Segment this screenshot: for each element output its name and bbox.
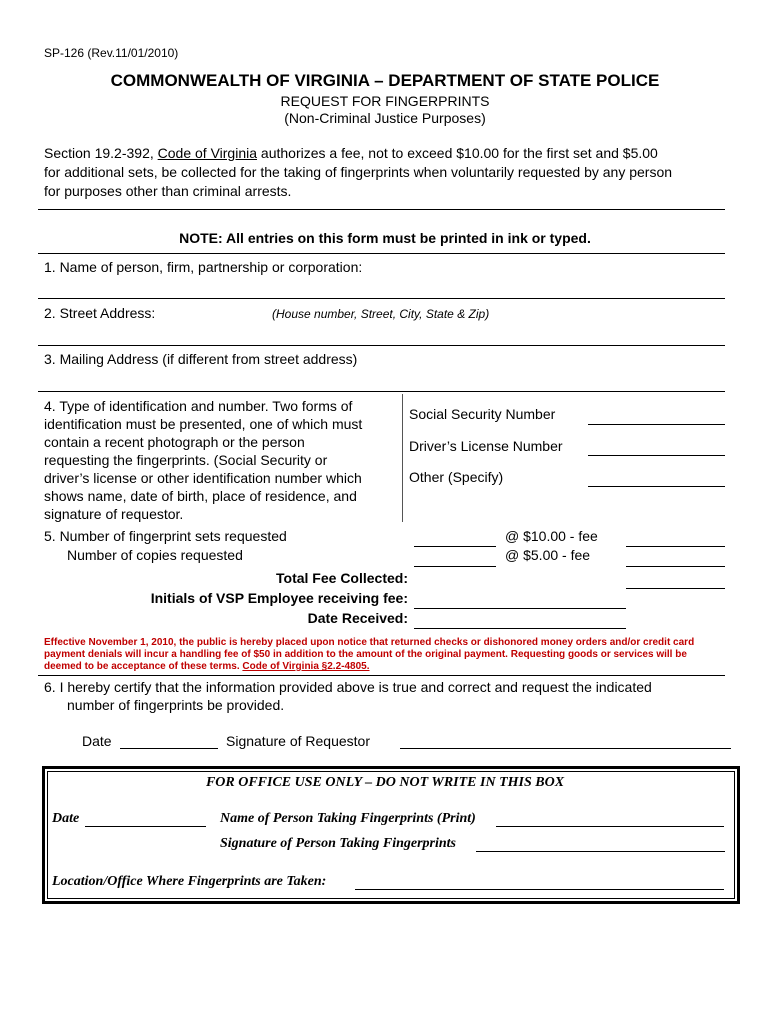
requestor-signature-input-line[interactable] bbox=[400, 748, 731, 749]
drivers-license-input-line[interactable] bbox=[588, 455, 725, 456]
intro-line-2: for additional sets, be collected for the taking of fingerprints when voluntarily requested by any person bbox=[44, 164, 673, 180]
office-date-label: Date bbox=[52, 811, 80, 826]
form-code: SP-126 (Rev.11/01/2010) bbox=[44, 46, 179, 60]
office-use-title: FOR OFFICE USE ONLY – DO NOT WRITE IN THIS BOX bbox=[205, 775, 565, 790]
field-id-line: signature of requestor. bbox=[44, 506, 184, 522]
office-date-input-line[interactable] bbox=[85, 826, 206, 827]
field-name-input-line[interactable] bbox=[38, 298, 725, 299]
field-street-hint: (House number, Street, City, State & Zip) bbox=[272, 307, 490, 321]
total-fee-label: Total Fee Collected: bbox=[276, 570, 408, 586]
certify-date-label: Date bbox=[82, 733, 112, 749]
certify-line-2: number of fingerprints be provided. bbox=[67, 697, 285, 713]
sets-count-input-line[interactable] bbox=[414, 546, 496, 547]
other-id-input-line[interactable] bbox=[588, 486, 725, 487]
copies-fee-input-line[interactable] bbox=[626, 566, 725, 567]
field-id-instructions bbox=[44, 397, 362, 523]
divider bbox=[38, 209, 725, 210]
page-title: COMMONWEALTH OF VIRGINIA – DEPARTMENT OF STATE POLICE bbox=[110, 71, 660, 90]
ink-note: NOTE: All entries on this form must be printed in ink or typed. bbox=[179, 230, 591, 246]
field-sets-label: 5. Number of fingerprint sets requested bbox=[44, 528, 287, 544]
notice-code-reference: Code of Virginia §2.2-4805. bbox=[242, 661, 370, 672]
intro-section-ref: Section 19.2-392, bbox=[44, 145, 158, 161]
office-location-input-line[interactable] bbox=[355, 889, 724, 890]
certify-line-1: 6. I hereby certify that the information provided above is true and correct and request the indicated bbox=[44, 679, 652, 695]
office-signature-label: Signature of Person Taking Fingerprints bbox=[220, 836, 456, 851]
copies-count-input-line[interactable] bbox=[414, 566, 496, 567]
field-id-line: shows name, date of birth, place of residence, and bbox=[44, 488, 357, 504]
fee-sets-rate: @ $10.00 - fee bbox=[505, 528, 598, 544]
office-signature-input-line[interactable] bbox=[476, 851, 725, 852]
certify-date-input-line[interactable] bbox=[120, 748, 218, 749]
page-subtitle-purpose: (Non-Criminal Justice Purposes) bbox=[284, 110, 486, 126]
id-type-dl-label: Driver’s License Number bbox=[409, 438, 563, 454]
field-id-line: contain a recent photograph or the person bbox=[44, 434, 305, 450]
notice-text: Effective November 1, 2010, the public is hereby placed upon notice that returned checks or dishonored money orders and/or credit card payment denials will incur a handling fee of $50 in addition to the amount of the original payment. Requesting goods or services will be deemed to be acceptance of these terms. bbox=[44, 637, 695, 672]
returned-check-notice bbox=[44, 637, 722, 673]
intro-line-1-rest: authorizes a fee, not to exceed $10.00 for the first set and $5.00 bbox=[257, 145, 658, 161]
divider bbox=[38, 675, 725, 676]
requestor-signature-label: Signature of Requestor bbox=[226, 733, 370, 749]
office-name-input-line[interactable] bbox=[496, 826, 724, 827]
field-id-line: driver’s license or other identification number which bbox=[44, 470, 362, 486]
date-received-label: Date Received: bbox=[307, 610, 408, 626]
office-name-label: Name of Person Taking Fingerprints (Print) bbox=[220, 811, 476, 826]
divider bbox=[38, 253, 725, 254]
field-id-line: 4. Type of identification and number. Two forms of bbox=[44, 398, 353, 414]
intro-code-reference: Code of Virginia bbox=[157, 145, 258, 161]
vsp-initials-label: Initials of VSP Employee receiving fee: bbox=[150, 590, 408, 606]
field-id-line: requesting the fingerprints. (Social Security or bbox=[44, 452, 328, 468]
field-copies-label: Number of copies requested bbox=[67, 547, 243, 563]
field-mailing-label: 3. Mailing Address (if different from street address) bbox=[44, 351, 358, 367]
ssn-input-line[interactable] bbox=[588, 424, 725, 425]
field-id-line: identification must be presented, one of which must bbox=[44, 416, 363, 432]
page-subtitle: REQUEST FOR FINGERPRINTS bbox=[280, 93, 490, 109]
fee-copies-rate: @ $5.00 - fee bbox=[505, 547, 591, 563]
date-received-input-line[interactable] bbox=[414, 628, 626, 629]
total-fee-input-line[interactable] bbox=[626, 588, 725, 589]
field-street-label: 2. Street Address: bbox=[44, 305, 156, 321]
field-street-input-line[interactable] bbox=[38, 345, 725, 346]
id-type-ssn-label: Social Security Number bbox=[409, 406, 556, 422]
id-type-other-label: Other (Specify) bbox=[409, 469, 504, 485]
vsp-initials-input-line[interactable] bbox=[414, 608, 626, 609]
intro-line-3: for purposes other than criminal arrests. bbox=[44, 183, 292, 199]
office-location-label: Location/Office Where Fingerprints are Taken: bbox=[52, 874, 327, 889]
intro-line-1 bbox=[44, 145, 658, 161]
field-name-label: 1. Name of person, firm, partnership or corporation: bbox=[44, 259, 363, 275]
field-mailing-input-line[interactable] bbox=[38, 391, 725, 392]
id-column-divider bbox=[402, 394, 403, 522]
sets-fee-input-line[interactable] bbox=[626, 546, 725, 547]
